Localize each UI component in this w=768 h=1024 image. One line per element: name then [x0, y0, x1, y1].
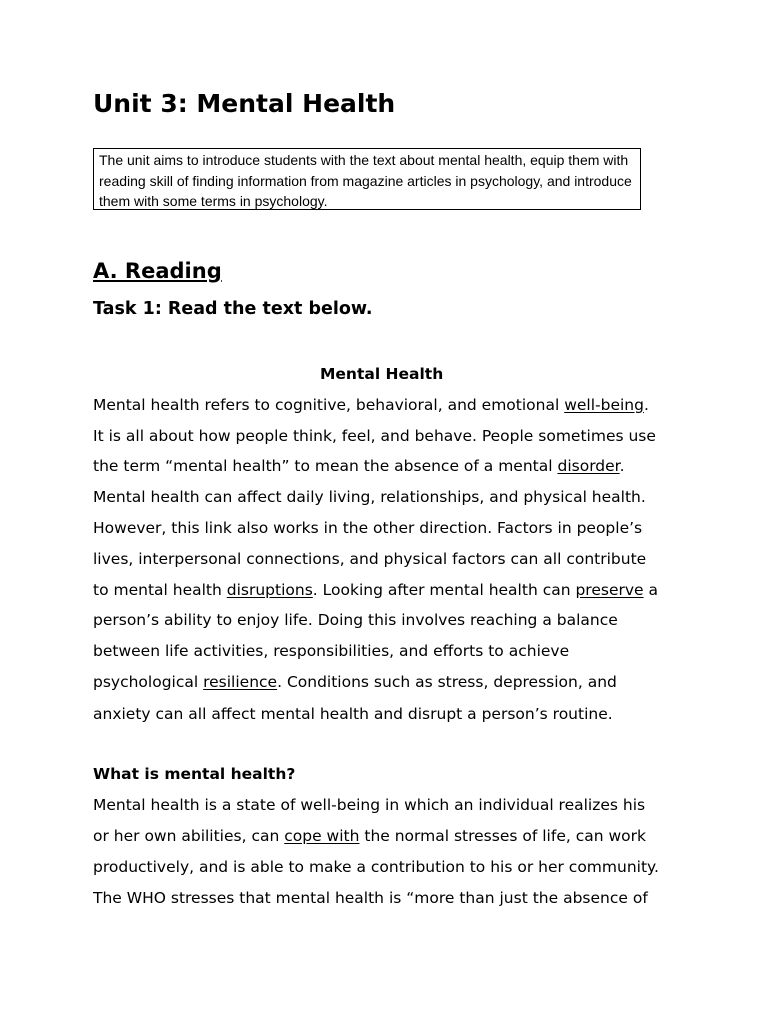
line-text: psychological: [93, 673, 204, 691]
passage-line: [93, 454, 625, 478]
line-text: . Looking after mental health can: [312, 581, 576, 599]
subheading: What is mental health?: [93, 765, 296, 783]
line-text: Mental health can affect daily living, relationships, and physical health.: [93, 488, 646, 506]
passage-line: [93, 670, 617, 694]
line-text: to mental health: [93, 581, 227, 599]
line-text: . Conditions such as stress, depression, and: [277, 673, 617, 691]
vocabulary-term: preserve: [575, 581, 644, 599]
vocabulary-term: cope with: [284, 827, 360, 845]
vocabulary-term: disruptions: [226, 581, 313, 599]
line-text: anxiety can all affect mental health and disrupt a person’s routine.: [93, 705, 613, 723]
passage-line: [93, 608, 618, 632]
passage-line: [93, 886, 648, 910]
passage-title: Mental Health: [320, 365, 444, 383]
task-heading: Task 1: Read the text below.: [93, 299, 373, 319]
unit-intro-box: The unit aims to introduce students with the text about mental health, equip them with reading skill of finding information from magazine articles in psychology, and introduce them with some terms in psychology.: [93, 148, 641, 210]
vocabulary-term: disorder: [557, 457, 620, 475]
passage-line: [93, 424, 656, 448]
passage-line: [93, 702, 613, 726]
line-text: the normal stresses of life, can work: [359, 827, 646, 845]
passage-line: [93, 485, 646, 509]
passage-line: [93, 393, 649, 417]
line-text: productively, and is able to make a contribution to his or her community.: [93, 858, 659, 876]
passage-line: [93, 578, 658, 602]
section-heading: A. Reading: [93, 259, 222, 283]
vocabulary-term: well-being: [564, 396, 644, 414]
passage-line: [93, 547, 646, 571]
line-text: However, this link also works in the other direction. Factors in people’s: [93, 519, 643, 537]
vocabulary-term: resilience: [203, 673, 278, 691]
line-text: .: [619, 457, 625, 475]
line-text: or her own abilities, can: [93, 827, 285, 845]
passage-line: [93, 516, 642, 540]
line-text: lives, interpersonal connections, and physical factors can all contribute: [93, 550, 647, 568]
passage-line: [93, 824, 646, 848]
passage-line: [93, 639, 569, 663]
line-text: the term “mental health” to mean the absence of a mental: [93, 457, 558, 475]
line-text: Mental health is a state of well-being in which an individual realizes his: [93, 796, 646, 814]
line-text: .: [643, 396, 649, 414]
unit-title: Unit 3: Mental Health: [93, 89, 396, 118]
line-text: Mental health refers to cognitive, behavioral, and emotional: [93, 396, 565, 414]
line-text: between life activities, responsibilities, and efforts to achieve: [93, 642, 570, 660]
line-text: person’s ability to enjoy life. Doing this involves reaching a balance: [93, 611, 618, 629]
line-text: The WHO stresses that mental health is “more than just the absence of: [93, 889, 648, 907]
passage-line: [93, 855, 659, 879]
line-text: It is all about how people think, feel, and behave. People sometimes use: [93, 427, 656, 445]
line-text: a: [643, 581, 659, 599]
passage-line: [93, 793, 645, 817]
